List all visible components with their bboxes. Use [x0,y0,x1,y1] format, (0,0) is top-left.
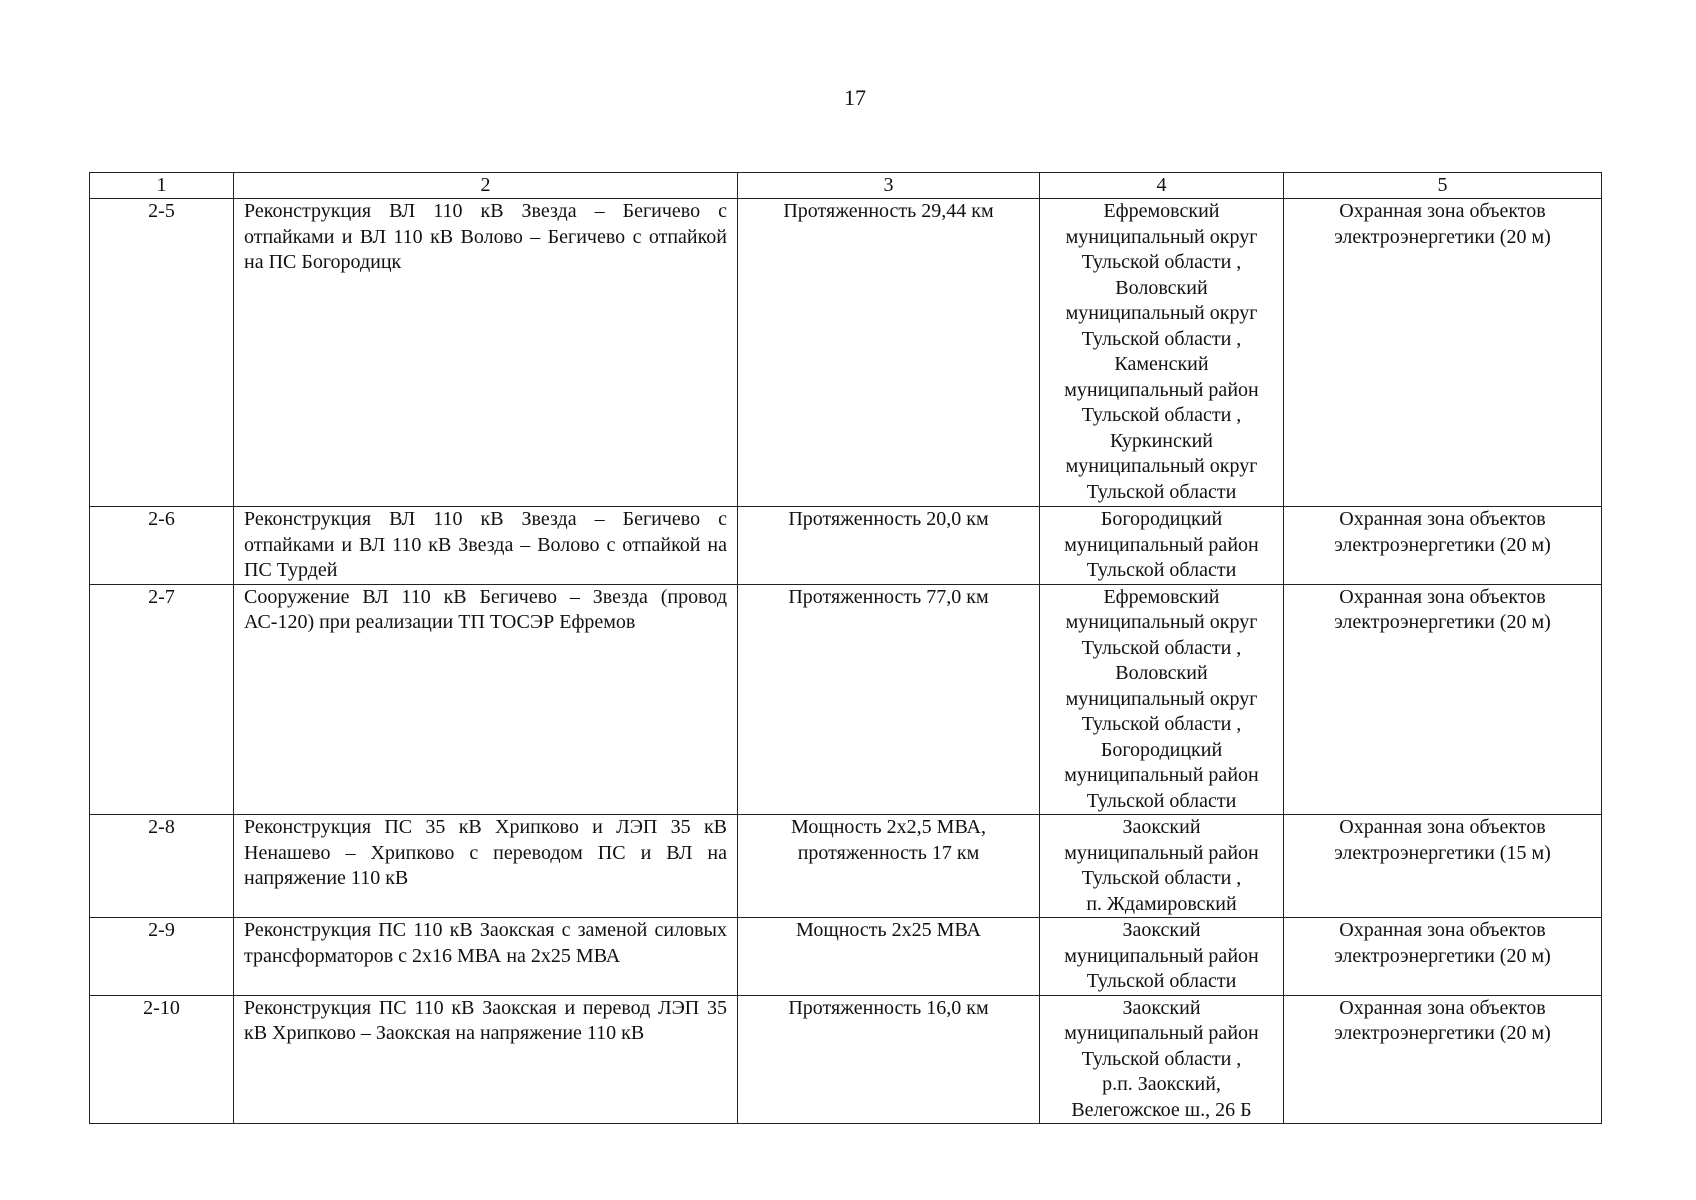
location-line: Тульской области [1086,559,1237,581]
row-number: 2-10 [90,995,234,1124]
object-location [1040,507,1284,585]
object-name: Реконструкция ПС 110 кВ Заокская с заменой силовых трансформаторов с 2х16 МВА на 2х25 МВА [234,918,738,996]
object-parameters: Протяженность 77,0 км [738,584,1040,815]
location-line: Велегожское ш., 26 Б [1071,1098,1252,1121]
location-line: Тульской области , [1081,867,1242,889]
row-number: 2-9 [90,918,234,996]
location-line: Заокский [1122,996,1201,1019]
row-number: 2-5 [90,199,234,507]
table-body [90,199,1602,1124]
table-row [90,918,1602,996]
object-parameters: Мощность 2х2,5 МВА, протяженность 17 км [738,815,1040,918]
location-line: муниципальный округ [1065,611,1258,633]
object-name: Реконструкция ПС 35 кВ Хрипково и ЛЭП 35 кВ Ненашево – Хрипково с переводом ПС и ВЛ на напряжение 110 кВ [234,815,738,918]
object-location [1040,199,1284,507]
location-line: Куркинский [1110,429,1213,452]
protection-zone: Охранная зона объектов электроэнергетики (20 м) [1284,199,1602,507]
page-number: 17 [844,85,866,110]
table-row [90,815,1602,918]
object-parameters: Протяженность 20,0 км [738,507,1040,585]
location-line: Тульской области , [1081,636,1242,659]
location-line: Ефремовский [1103,585,1220,608]
location-line: муниципальный округ [1065,687,1258,710]
object-name: Сооружение ВЛ 110 кВ Бегичево – Звезда (провод АС-120) при реализации ТП ТОСЭР Ефремов [234,584,738,815]
location-line: Каменский [1114,353,1209,375]
location-line: Тульской области [1086,789,1237,812]
header-col-1: 1 [90,173,234,199]
row-number: 2-6 [90,507,234,585]
objects-table [89,172,1602,1124]
object-name: Реконструкция ПС 110 кВ Заокская и перевод ЛЭП 35 кВ Хрипково – Заокская на напряжение 110 кВ [234,995,738,1124]
location-line: муниципальный район [1064,841,1259,864]
location-line: муниципальный район [1064,378,1259,401]
location-line: п. Ждамировский [1086,892,1237,915]
location-line: Тульской области , [1081,713,1242,735]
object-location [1040,918,1284,996]
protection-zone: Охранная зона объектов электроэнергетики (20 м) [1284,918,1602,996]
header-col-5: 5 [1284,173,1602,199]
object-parameters: Мощность 2х25 МВА [738,918,1040,996]
row-number: 2-7 [90,584,234,815]
location-line: Воловский [1115,662,1208,684]
location-line: Тульской области [1086,970,1237,992]
row-number: 2-8 [90,815,234,918]
location-line: муниципальный район [1064,764,1259,786]
location-line: Тульской области , [1081,1047,1242,1070]
location-line: муниципальный район [1064,1022,1259,1044]
header-col-3: 3 [738,173,1040,199]
location-line: Ефремовский [1103,200,1220,222]
location-line: р.п. Заокский, [1102,1073,1221,1095]
object-name: Реконструкция ВЛ 110 кВ Звезда – Бегичево с отпайками и ВЛ 110 кВ Звезда – Волово с отпайкой на ПС Турдей [234,507,738,585]
location-line: муниципальный округ [1065,455,1258,477]
protection-zone: Охранная зона объектов электроэнергетики (20 м) [1284,995,1602,1124]
protection-zone: Охранная зона объектов электроэнергетики (20 м) [1284,584,1602,815]
object-name: Реконструкция ВЛ 110 кВ Звезда – Бегичево с отпайками и ВЛ 110 кВ Волово – Бегичево с отпайкой на ПС Богородицк [234,199,738,507]
location-line: Богородицкий [1100,738,1223,761]
object-location [1040,584,1284,815]
location-line: Заокский [1122,919,1201,941]
header-col-4: 4 [1040,173,1284,199]
location-line: Заокский [1122,816,1201,838]
location-line: Воловский [1115,276,1208,299]
object-parameters: Протяженность 16,0 км [738,995,1040,1124]
header-col-2: 2 [234,173,738,199]
location-line: муниципальный район [1064,944,1259,967]
location-line: Тульской области , [1081,404,1242,426]
location-line: Тульской области , [1081,251,1242,273]
table-row [90,584,1602,815]
object-location [1040,815,1284,918]
protection-zone: Охранная зона объектов электроэнергетики (20 м) [1284,507,1602,585]
location-line: Богородицкий [1100,508,1223,530]
location-line: Тульской области [1086,480,1237,503]
object-location [1040,995,1284,1124]
table-row [90,507,1602,585]
object-parameters: Протяженность 29,44 км [738,199,1040,507]
location-line: муниципальный округ [1065,302,1258,324]
table-row [90,995,1602,1124]
table-row [90,199,1602,507]
location-line: муниципальный округ [1065,225,1258,248]
protection-zone: Охранная зона объектов электроэнергетики (15 м) [1284,815,1602,918]
table-header-row [90,173,1602,199]
location-line: муниципальный район [1064,533,1259,556]
location-line: Тульской области , [1081,327,1242,350]
